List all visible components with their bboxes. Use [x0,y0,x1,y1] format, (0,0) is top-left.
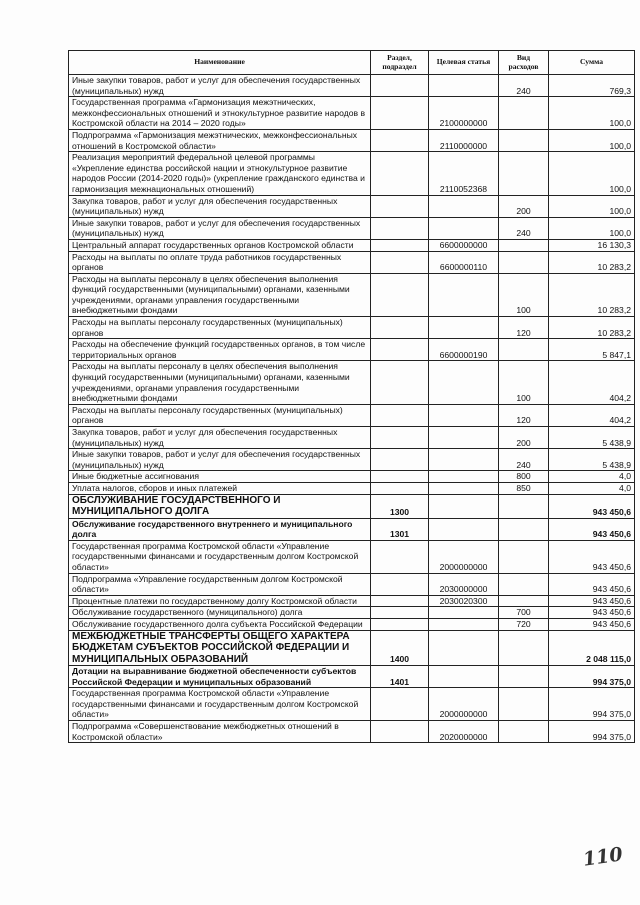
cell-section [371,75,429,97]
cell-name: Процентные платежи по государственному долгу Костромской области [69,595,371,607]
cell-name: Реализация мероприятий федеральной целевой программы «Укрепление единства российской нации и этнокультурное развитие народов России (2014-2020 годы)» (укрепление гражданского единства и гармонизация межнациональных отношений) [69,152,371,195]
cell-section [371,339,429,361]
cell-section [371,404,429,426]
cell-target [429,404,499,426]
cell-section [371,361,429,404]
table-row [69,129,635,151]
cell-target: 2100000000 [429,97,499,130]
cell-sum: 100,0 [549,217,635,239]
cell-target [429,273,499,316]
cell-section [371,449,429,471]
cell-section [371,129,429,151]
table-row [69,573,635,595]
cell-target: 2110000000 [429,129,499,151]
table-row [69,317,635,339]
cell-target [429,518,499,540]
cell-type [499,251,549,273]
cell-name: Государственная программа Костромской области «Управление государственными финансами и государственным долгом Костромской области» [69,688,371,721]
cell-name: Подпрограмма «Совершенствование межбюджетных отношений в Костромской области» [69,720,371,742]
cell-type: 700 [499,607,549,619]
cell-target [429,75,499,97]
table-row [69,195,635,217]
cell-target [429,630,499,666]
table-row [69,540,635,573]
cell-sum: 5 438,9 [549,427,635,449]
cell-sum: 994 375,0 [549,688,635,721]
table-row [69,427,635,449]
cell-sum: 404,2 [549,361,635,404]
cell-target [429,607,499,619]
cell-type [499,494,549,518]
cell-sum: 2 048 115,0 [549,630,635,666]
cell-name: Расходы на выплаты персоналу государственных (муниципальных) органов [69,404,371,426]
cell-sum: 943 450,6 [549,518,635,540]
cell-sum: 943 450,6 [549,573,635,595]
table-row [69,471,635,483]
cell-section [371,482,429,494]
cell-type: 100 [499,273,549,316]
cell-type: 850 [499,482,549,494]
cell-name: МЕЖБЮДЖЕТНЫЕ ТРАНСФЕРТЫ ОБЩЕГО ХАРАКТЕРА БЮДЖЕТАМ СУБЪЕКТОВ РОССИЙСКОЙ ФЕДЕРАЦИИ И МУНИЦИПАЛЬНЫХ ОБРАЗОВАНИЙ [69,630,371,666]
table-row [69,666,635,688]
cell-target [429,471,499,483]
cell-type [499,720,549,742]
cell-target: 2000000000 [429,688,499,721]
cell-section [371,595,429,607]
cell-sum: 994 375,0 [549,720,635,742]
cell-name: Расходы на обеспечение функций государственных органов, в том числе территориальных органов [69,339,371,361]
cell-sum: 100,0 [549,129,635,151]
cell-section [371,97,429,130]
cell-name: Государственная программа Костромской области «Управление государственными финансами и государственным долгом Костромской области» [69,540,371,573]
table-row [69,251,635,273]
cell-name: Расходы на выплаты персоналу государственных (муниципальных) органов [69,317,371,339]
cell-section [371,273,429,316]
cell-name: Расходы на выплаты персоналу в целях обеспечения выполнения функций государственными (муниципальными) органами, казенными учреждениями, органами управления государственными внебюджетными фондами [69,361,371,404]
table-row [69,217,635,239]
cell-type [499,152,549,195]
table-row [69,449,635,471]
page-number: 110 [581,843,625,871]
cell-type: 720 [499,618,549,630]
cell-sum: 404,2 [549,404,635,426]
table-row [69,75,635,97]
table-row [69,688,635,721]
cell-section [371,251,429,273]
table-row [69,595,635,607]
cell-target: 2030000000 [429,573,499,595]
cell-name: Подпрограмма «Гармонизация межэтнических, межконфессиональных отношений в Костромской области» [69,129,371,151]
header-section: Раздел, подраздел [371,51,429,75]
cell-section [371,239,429,251]
header-target: Целевая статья [429,51,499,75]
cell-type: 120 [499,404,549,426]
cell-type [499,540,549,573]
cell-section [371,720,429,742]
cell-sum: 5 847,1 [549,339,635,361]
cell-type [499,573,549,595]
table-row [69,618,635,630]
table-row [69,494,635,518]
cell-sum: 4,0 [549,482,635,494]
cell-section [371,471,429,483]
cell-name: Подпрограмма «Управление государственным долгом Костромской области» [69,573,371,595]
cell-name: Обслуживание государственного (муниципального) долга [69,607,371,619]
cell-section [371,618,429,630]
cell-type [499,129,549,151]
cell-name: Дотации на выравнивание бюджетной обеспеченности субъектов Российской Федерации и муниципальных образований [69,666,371,688]
cell-target [429,494,499,518]
cell-type: 120 [499,317,549,339]
cell-target: 6600000110 [429,251,499,273]
cell-target [429,361,499,404]
cell-type: 800 [499,471,549,483]
table-row [69,404,635,426]
cell-sum: 4,0 [549,471,635,483]
cell-sum: 943 450,6 [549,618,635,630]
cell-target: 2030020300 [429,595,499,607]
table-body [69,75,635,743]
cell-type [499,518,549,540]
cell-type: 100 [499,361,549,404]
cell-type [499,339,549,361]
cell-type: 200 [499,427,549,449]
cell-section [371,607,429,619]
cell-name: Закупка товаров, работ и услуг для обеспечения государственных (муниципальных) нужд [69,427,371,449]
cell-section [371,427,429,449]
cell-sum: 5 438,9 [549,449,635,471]
cell-type [499,97,549,130]
cell-sum: 943 450,6 [549,595,635,607]
cell-section: 1300 [371,494,429,518]
cell-target [429,427,499,449]
table-row [69,630,635,666]
cell-target: 6600000000 [429,239,499,251]
budget-table [68,50,635,743]
cell-sum: 16 130,3 [549,239,635,251]
cell-name: Расходы на выплаты персоналу в целях обеспечения выполнения функций государственными (муниципальными) органами, казенными учреждениями, органами управления государственными внебюджетными фондами [69,273,371,316]
cell-name: Государственная программа «Гармонизация межэтнических, межконфессиональных отношений и этнокультурное развитие народов в Костромской области на 2014 – 2020 годы» [69,97,371,130]
cell-name: Закупка товаров, работ и услуг для обеспечения государственных (муниципальных) нужд [69,195,371,217]
cell-type: 240 [499,217,549,239]
cell-sum: 100,0 [549,97,635,130]
cell-type: 200 [499,195,549,217]
cell-target [429,666,499,688]
table-row [69,273,635,316]
cell-target [429,618,499,630]
table-header-row [69,51,635,75]
cell-sum: 943 450,6 [549,607,635,619]
table-row [69,482,635,494]
cell-target: 2110052368 [429,152,499,195]
table-row [69,339,635,361]
cell-sum: 994 375,0 [549,666,635,688]
cell-name: Уплата налогов, сборов и иных платежей [69,482,371,494]
cell-name: Иные закупки товаров, работ и услуг для обеспечения государственных (муниципальных) нужд [69,217,371,239]
cell-sum: 100,0 [549,152,635,195]
cell-target: 2000000000 [429,540,499,573]
cell-section: 1400 [371,630,429,666]
cell-name: Иные закупки товаров, работ и услуг для обеспечения государственных (муниципальных) нужд [69,449,371,471]
header-type: Вид расходов [499,51,549,75]
cell-section [371,152,429,195]
cell-sum: 943 450,6 [549,540,635,573]
cell-sum: 100,0 [549,195,635,217]
cell-name: ОБСЛУЖИВАНИЕ ГОСУДАРСТВЕННОГО И МУНИЦИПАЛЬНОГО ДОЛГА [69,494,371,518]
cell-section [371,195,429,217]
cell-type [499,595,549,607]
table-row [69,97,635,130]
cell-section [371,573,429,595]
cell-section [371,540,429,573]
cell-target [429,317,499,339]
cell-target: 6600000190 [429,339,499,361]
cell-name: Расходы на выплаты по оплате труда работников государственных органов [69,251,371,273]
cell-sum: 10 283,2 [549,251,635,273]
cell-type: 240 [499,75,549,97]
cell-sum: 10 283,2 [549,273,635,316]
table-row [69,361,635,404]
table-row [69,152,635,195]
cell-target: 2020000000 [429,720,499,742]
cell-sum: 943 450,6 [549,494,635,518]
cell-target [429,217,499,239]
cell-type [499,239,549,251]
table-row [69,720,635,742]
cell-name: Иные закупки товаров, работ и услуг для обеспечения государственных (муниципальных) нужд [69,75,371,97]
cell-section [371,688,429,721]
cell-section [371,217,429,239]
cell-target [429,195,499,217]
table-row [69,239,635,251]
table-row [69,607,635,619]
cell-name: Иные бюджетные ассигнования [69,471,371,483]
cell-type [499,666,549,688]
cell-section [371,317,429,339]
cell-target [429,449,499,471]
cell-section: 1401 [371,666,429,688]
cell-type [499,688,549,721]
cell-target [429,482,499,494]
cell-sum: 10 283,2 [549,317,635,339]
cell-section: 1301 [371,518,429,540]
cell-type: 240 [499,449,549,471]
header-name: Наименование [69,51,371,75]
cell-sum: 769,3 [549,75,635,97]
table-row [69,518,635,540]
cell-name: Центральный аппарат государственных органов Костромской области [69,239,371,251]
cell-type [499,630,549,666]
cell-name: Обслуживание государственного долга субъекта Российской Федерации [69,618,371,630]
cell-name: Обслуживание государственного внутреннего и муниципального долга [69,518,371,540]
header-sum: Сумма [549,51,635,75]
